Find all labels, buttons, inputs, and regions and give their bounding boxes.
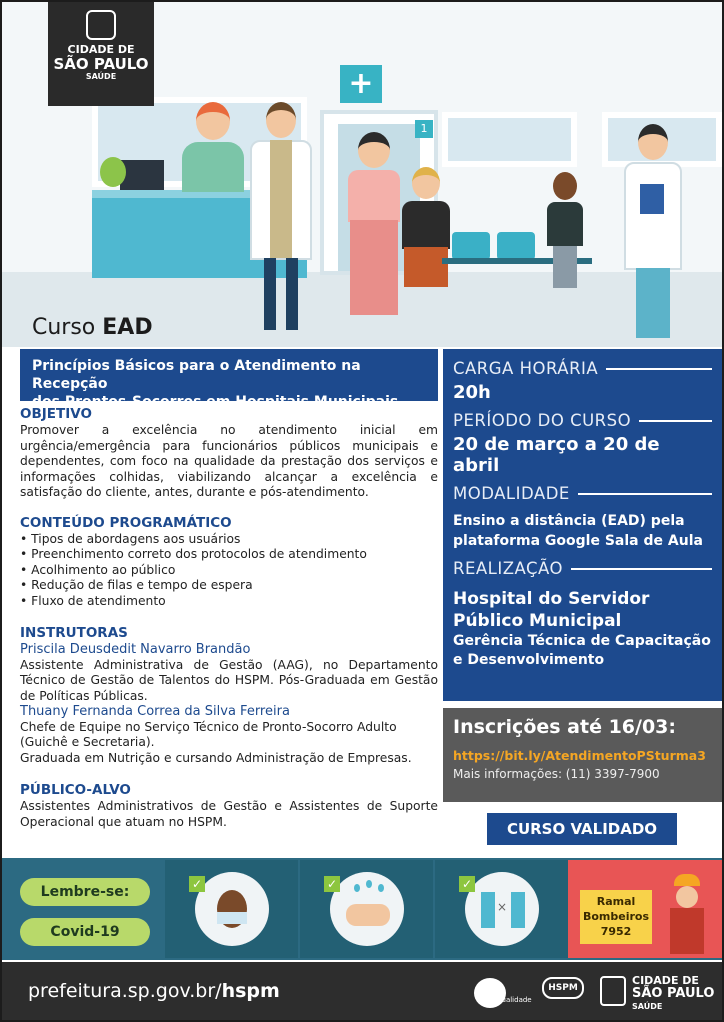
hospital-line1: Hospital do Servidor: [453, 589, 650, 609]
distance-x-icon: ×: [497, 900, 508, 914]
face-mask-icon: [217, 912, 247, 924]
realizacao-heading: [453, 559, 712, 578]
qualidade-label: Qualidade: [496, 996, 532, 1004]
medical-cross-icon: +: [340, 65, 382, 103]
footer-sp-logo: [632, 974, 714, 1013]
instructor-name: Priscila Deusdedit Navarro Brandão: [20, 642, 251, 657]
course-type-label: [32, 315, 153, 340]
instructor-desc: Graduada em Nutrição e cursando Administração de Empresas.: [20, 750, 412, 765]
check-icon: ✓: [459, 876, 475, 892]
carga-heading: [453, 359, 712, 378]
ramal-line3: 7952: [600, 925, 632, 938]
check-icon: ✓: [324, 876, 340, 892]
firefighter-icon: [670, 874, 704, 954]
logo-line3: SAÚDE: [85, 72, 117, 81]
city-crest-icon: [86, 10, 116, 40]
carga-label: CARGA HORÁRIA: [453, 359, 599, 378]
title-line2: dos Prontos-Socorros em Hospitais Municipais: [32, 394, 399, 410]
waiting-chair: [452, 232, 490, 260]
modalidade-label: MODALIDADE: [453, 484, 570, 503]
ramal-line2: Bombeiros: [582, 910, 650, 923]
hospital-line2: Público Municipal: [453, 611, 622, 631]
modalidade-value: Ensino a distância (EAD) pela plataforma Google Sala de Aula: [453, 513, 703, 549]
objetivo-text: Promover a excelência no atendimento inicial em urgência/emergência para funcionários públicos municipais e dependentes, com foco na qualidade da prestação dos serviços e informações colhidas, viabilizando alcançar a excelência e satisfação do cliente, antes, durante e pós-atendimento.: [20, 423, 438, 499]
check-icon: ✓: [189, 876, 205, 892]
course-details: [20, 406, 438, 830]
monitor-icon: [120, 160, 164, 192]
realizacao-label: REALIZAÇÃO: [453, 559, 564, 578]
publico-heading: PÚBLICO-ALVO: [20, 782, 131, 798]
person-icon: [511, 892, 525, 928]
footer-url-bold: hspm: [221, 980, 280, 1002]
periodo-label: PERÍODO DO CURSO: [453, 411, 632, 430]
title-line1: Princípios Básicos para o Atendimento na Recepção: [32, 358, 361, 392]
course-validated-badge: CURSO VALIDADO: [487, 813, 677, 845]
periodo-value: 20 de março a 20 de abril: [453, 434, 660, 476]
clipboard-icon: [640, 184, 664, 214]
door-number: 1: [415, 120, 433, 138]
ramal-label: [580, 890, 652, 944]
registration-box: [443, 708, 722, 802]
publico-text: Assistentes Administrativos de Gestão e Assistentes de Suporte Operacional que atuam no HSPM.: [20, 799, 438, 829]
hero-illustration: [2, 2, 722, 347]
registration-title: Inscrições até 16/03:: [453, 716, 676, 738]
handwash-tip: [300, 860, 433, 958]
conteudo-item: • Tipos de abordagens aos usuários: [20, 531, 241, 546]
info-panel: [443, 349, 722, 701]
footer-sp-line3: SAÚDE: [632, 1002, 663, 1011]
carga-value: 20h: [453, 382, 491, 403]
modalidade-heading: [453, 484, 712, 503]
waiting-chair: [497, 232, 535, 260]
instructor-name: Thuany Fernanda Correa da Silva Ferreira: [20, 704, 290, 719]
gerencia-line1: Gerência Técnica de Capacitação: [453, 633, 711, 649]
plant-icon: [100, 157, 126, 187]
person-icon: [481, 892, 495, 928]
window-right: [442, 112, 577, 167]
sao-paulo-logo: [48, 2, 154, 106]
registration-link[interactable]: https://bit.ly/AtendimentoPSturma3: [453, 748, 706, 763]
curso-bold: EAD: [102, 315, 153, 340]
conteudo-heading: CONTEÚDO PROGRAMÁTICO: [20, 514, 232, 531]
conteudo-item: • Redução de filas e tempo de espera: [20, 578, 253, 592]
more-info-phone: Mais informações: (11) 3397-7900: [453, 767, 660, 781]
course-title: [20, 349, 438, 410]
objetivo-heading: OBJETIVO: [20, 406, 92, 422]
hands-washing-icon: [346, 904, 390, 926]
footer-url[interactable]: [28, 980, 280, 1002]
periodo-heading: [453, 411, 712, 430]
conteudo-item: • Fluxo de atendimento: [20, 593, 166, 608]
covid-pill: Covid-19: [20, 918, 150, 946]
hspm-logo: HSPM: [542, 977, 584, 999]
ramal-line1: Ramal: [596, 895, 636, 908]
instructor-desc: Assistente Administrativa de Gestão (AAG), no Departamento Técnico de Gestão de Talentos do HSPM. Pós-Graduada em Gestão de Políticas Públicas.: [20, 657, 438, 703]
logo-line2: SÃO PAULO: [53, 55, 149, 73]
instructor-desc: Chefe de Equipe no Serviço Técnico de Pronto-Socorro Adulto (Guichê e Secretaria).: [20, 719, 397, 749]
city-crest-icon: [600, 976, 626, 1006]
footer: [2, 962, 722, 1020]
gerencia-line2: e Desenvolvimento: [453, 652, 605, 668]
mask-tip: [165, 860, 298, 958]
footer-sp-line1: CIDADE DE: [632, 974, 699, 987]
logo-line1: CIDADE DE: [67, 43, 135, 56]
conteudo-item: • Preenchimento correto dos protocolos de atendimento: [20, 547, 367, 561]
distance-tip: [435, 860, 568, 958]
conteudo-item: • Acolhimento ao público: [20, 562, 176, 577]
footer-sp-line2: SÃO PAULO: [632, 986, 715, 1001]
firefighter-box: [568, 860, 722, 958]
curso-prefix: Curso: [32, 315, 96, 340]
footer-url-prefix: prefeitura.sp.gov.br/: [28, 980, 222, 1002]
instrutoras-heading: INSTRUTORAS: [20, 625, 128, 641]
lembre-pill: Lembre-se:: [20, 878, 150, 906]
